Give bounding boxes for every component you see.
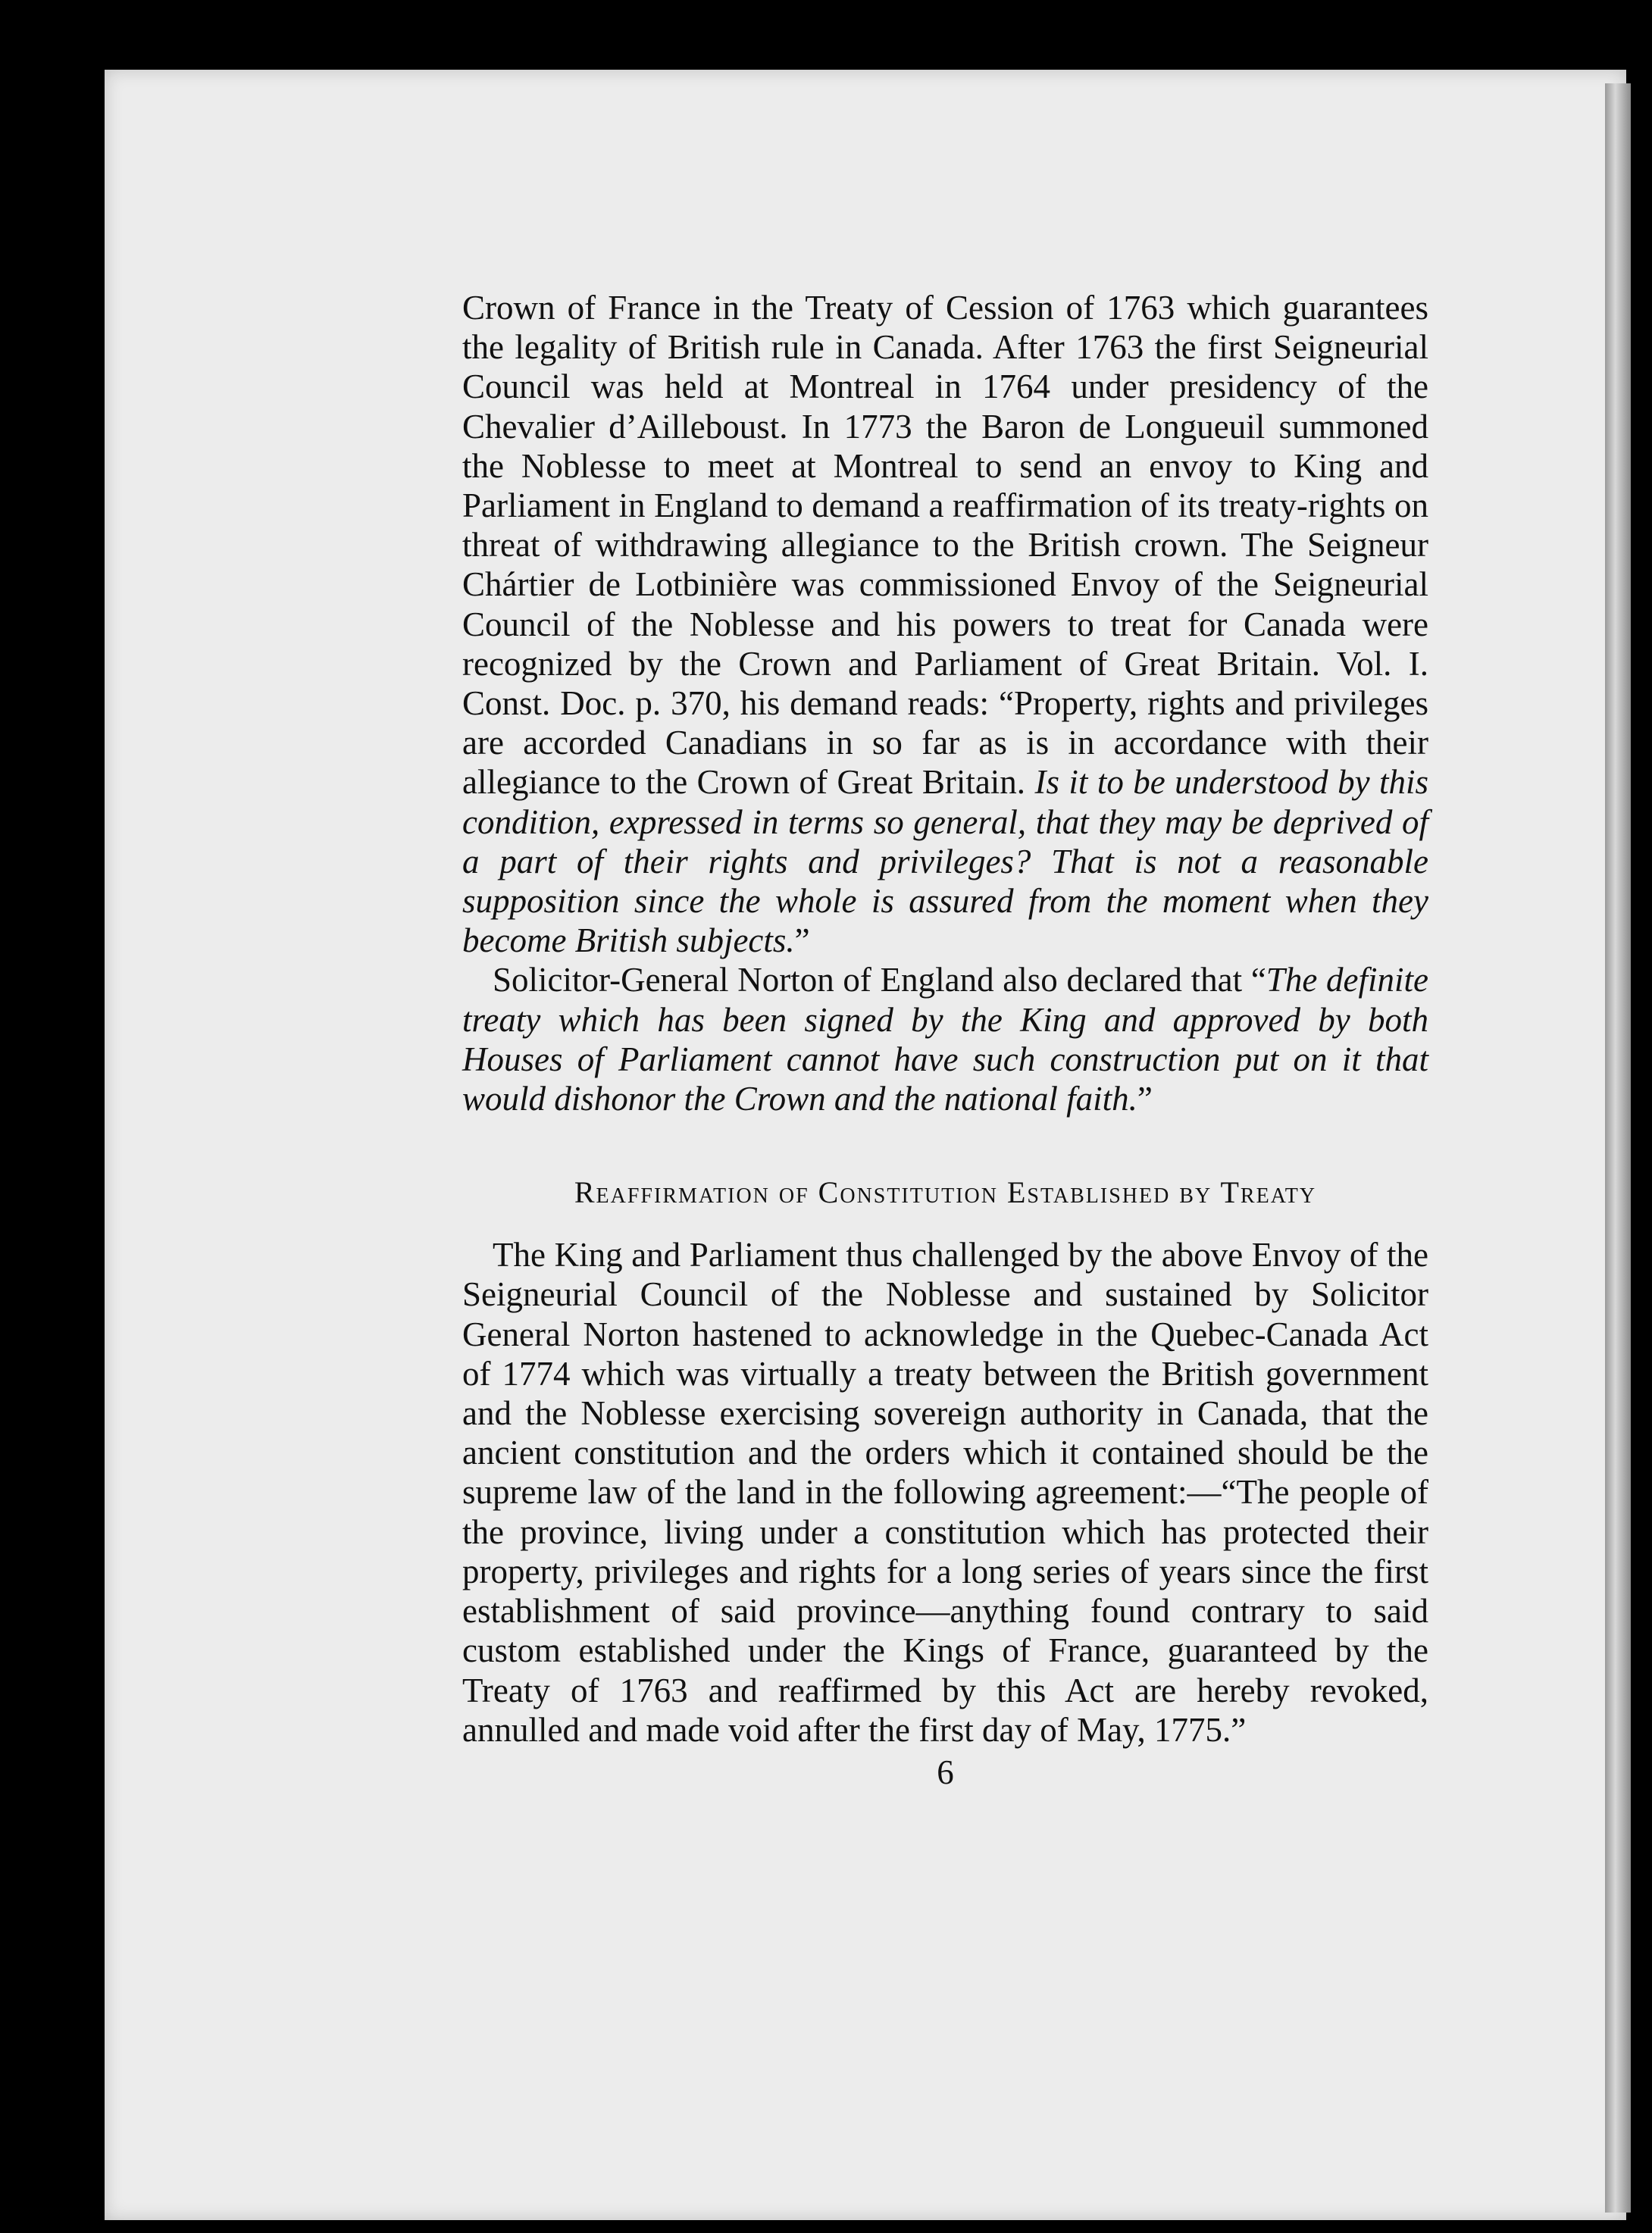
paragraph-3	[462, 1235, 1428, 1750]
page-text-block	[462, 288, 1428, 1792]
section-heading: Reaffirmation of Constitution Established by Treaty	[574, 1175, 1317, 1210]
paragraph-2-text: Solicitor-General Norton of England also declared that “	[493, 961, 1266, 999]
paragraph-2-closing-quote: ”	[1137, 1080, 1153, 1118]
paragraph-1-closing-quote: ”	[794, 921, 810, 960]
paragraph-2	[462, 960, 1428, 1118]
paragraph-1	[462, 288, 1428, 960]
paragraph-1-text: Crown of France in the Treaty of Cession of 1763 which guarantees the legality of British rule in Canada. After 1763 the first Seigneurial Council was held at Montreal in 1764 under presidency of the Chevalier d’Ailleboust. In 1773 the Baron de Longueuil summoned the Noblesse to meet at Montreal to send an envoy to King and Parliament in England to demand a reaffirmation of its treaty-rights on threat of withdrawing allegiance to the British crown. The Seigneur Chártier de Lotbinière was commissioned Envoy of the Seigneurial Council of the Noblesse and his powers to treat for Canada were recognized by the Crown and Parliament of Great Britain. Vol. I. Const. Doc. p. 370, his demand reads: “Property, rights and privileges are accorded Canadians in so far as is in accordance with their allegiance to the Crown of Great Britain.	[462, 289, 1428, 802]
page-edge-shadow	[1605, 83, 1631, 2213]
page-number: 6	[937, 1753, 954, 1791]
paragraph-1-italic-quote: Is it to be understood by this condition, expressed in terms so general, that they may be deprived of a part of their rights and privileges? That is not a reasonable supposition since the whole is assured from the moment when they become British subjects.	[462, 763, 1429, 960]
paragraph-3-text: The King and Parliament thus challenged by the above Envoy of the Seigneurial Council of the Noblesse and sustained by Solicitor General Norton hastened to acknowledge in the Quebec-Canada Act of 1774 which was virtually a treaty between the British government and the Noblesse exercising sovereign authority in Canada, that the ancient constitution and the orders which it contained should be the supreme law of the land in the following agreement:—“The people of the province, living under a constitution which has protected their property, privileges and rights for a long series of years since the first establishment of said province—anything found contrary to said custom established under the Kings of France, guaranteed by the Treaty of 1763 and reaffirmed by this Act are hereby revoked, annulled and made void after the first day of May, 1775.”	[462, 1236, 1428, 1749]
paragraph-2-italic-quote: The definite treaty which has been signed by the King and approved by both Houses of Parliament cannot have such construction put on it that would dishonor the Crown and the national faith.	[462, 961, 1428, 1118]
